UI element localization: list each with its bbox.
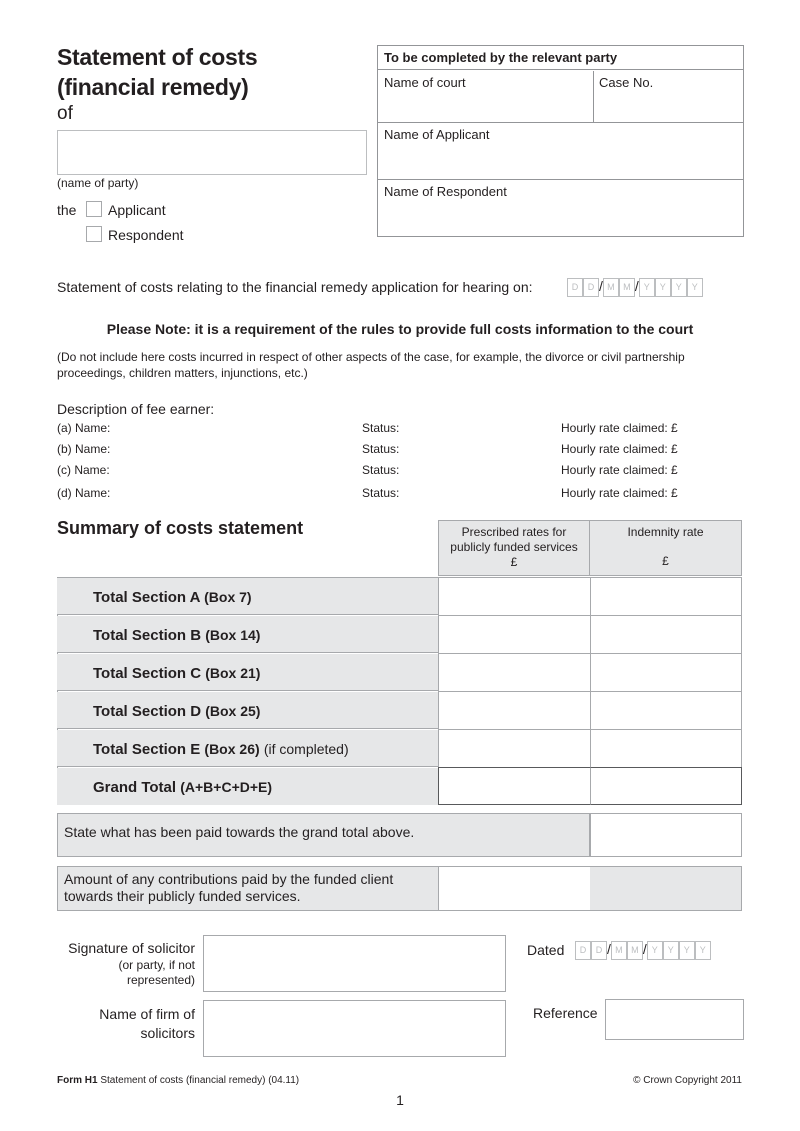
summary-row-d bbox=[57, 692, 438, 729]
name-of-court-label: Name of court bbox=[384, 75, 466, 90]
summary-row-b bbox=[57, 616, 438, 653]
fee-earner-c-status: Status: bbox=[362, 463, 400, 477]
name-of-party-label: (name of party) bbox=[57, 176, 139, 190]
summary-row-label: Total Section E bbox=[93, 741, 201, 758]
section-a-prescribed-input[interactable] bbox=[438, 577, 591, 616]
contributions-input[interactable] bbox=[438, 866, 591, 911]
section-e-indemnity-input[interactable] bbox=[590, 729, 742, 768]
note-text: (Do not include here costs incurred in respect of other aspects of the case, for example, the divorce or civil partnership proceedings, children matters, injunctions, etc.) bbox=[57, 350, 685, 380]
indemnity-rate-currency: £ bbox=[662, 554, 669, 568]
applicant-label: Applicant bbox=[108, 202, 166, 218]
prescribed-rates-line2: publicly funded services bbox=[450, 540, 578, 554]
date-separator: / bbox=[642, 941, 647, 957]
paid-towards-total-label: State what has been paid towards the grand total above. bbox=[64, 824, 415, 840]
date-digit-box[interactable]: Y bbox=[671, 278, 687, 297]
section-c-indemnity-input[interactable] bbox=[590, 653, 742, 692]
summary-row-c bbox=[57, 654, 438, 691]
section-d-indemnity-input[interactable] bbox=[590, 691, 742, 730]
party-details-box bbox=[377, 45, 744, 237]
contributions-shaded-cell bbox=[590, 866, 742, 911]
section-d-prescribed-input[interactable] bbox=[438, 691, 591, 730]
footer-form-label bbox=[57, 1075, 299, 1086]
section-b-indemnity-input[interactable] bbox=[590, 615, 742, 654]
date-digit-box[interactable]: D bbox=[567, 278, 583, 297]
paid-towards-total-row bbox=[57, 813, 590, 857]
summary-heading: Summary of costs statement bbox=[57, 518, 304, 538]
dated-label: Dated bbox=[527, 942, 565, 958]
fee-earner-heading: Description of fee earner: bbox=[57, 401, 215, 417]
section-b-prescribed-input[interactable] bbox=[438, 615, 591, 654]
summary-row-a bbox=[57, 578, 438, 615]
name-of-applicant-label: Name of Applicant bbox=[384, 127, 490, 142]
note-heading: Please Note: it is a requirement of the rules to provide full costs information to the court bbox=[106, 321, 694, 337]
fee-earner-d-name: (d) Name: bbox=[57, 486, 111, 500]
fee-earner-a-rate: Hourly rate claimed: £ bbox=[561, 421, 678, 435]
page-number: 1 bbox=[396, 1092, 404, 1108]
signature-sub-2: represented) bbox=[126, 973, 195, 987]
date-digit-box[interactable]: Y bbox=[647, 941, 663, 960]
prescribed-rates-currency: £ bbox=[510, 555, 518, 569]
footer-form-id: Form H1 bbox=[57, 1075, 98, 1086]
respondent-checkbox[interactable] bbox=[86, 226, 102, 242]
fee-earner-c-name: (c) Name: bbox=[57, 463, 110, 477]
signature-label: Signature of solicitor bbox=[68, 940, 195, 956]
contributions-label-line1: Amount of any contributions paid by the funded client bbox=[64, 871, 394, 887]
fee-earner-b-status: Status: bbox=[362, 442, 400, 456]
prescribed-rates-header bbox=[438, 520, 590, 576]
section-a-indemnity-input[interactable] bbox=[590, 577, 742, 616]
date-separator: / bbox=[607, 941, 611, 957]
date-digit-box[interactable]: Y bbox=[663, 941, 679, 960]
applicant-checkbox[interactable] bbox=[86, 201, 102, 217]
summary-row-grand-total bbox=[57, 768, 438, 805]
dated-input[interactable] bbox=[575, 941, 711, 960]
summary-row-sub: (Box 26) bbox=[204, 741, 260, 757]
summary-row-sub: (A+B+C+D+E) bbox=[180, 779, 273, 795]
party-name-input[interactable] bbox=[57, 130, 367, 175]
summary-row-sub: (Box 14) bbox=[205, 627, 261, 643]
firm-label-line2: solicitors bbox=[140, 1025, 195, 1041]
date-digit-box[interactable]: Y bbox=[687, 278, 703, 297]
fee-earner-c-rate: Hourly rate claimed: £ bbox=[561, 463, 678, 477]
date-digit-box[interactable]: Y bbox=[655, 278, 671, 297]
the-label: the bbox=[57, 202, 77, 218]
summary-row-sub: (Box 21) bbox=[205, 665, 261, 681]
grand-total-prescribed-input[interactable] bbox=[438, 767, 591, 805]
footer-form-text: Statement of costs (financial remedy) (04.11) bbox=[100, 1075, 300, 1086]
date-digit-box[interactable]: D bbox=[583, 278, 599, 297]
date-digit-box[interactable]: M bbox=[627, 941, 643, 960]
firm-label bbox=[30, 1005, 195, 1043]
title-line-2: (financial remedy) bbox=[57, 74, 249, 100]
footer-copyright: © Crown Copyright 2011 bbox=[633, 1075, 742, 1086]
signature-sub-1: (or party, if not bbox=[118, 958, 195, 972]
fee-earner-a-status: Status: bbox=[362, 421, 400, 435]
summary-row-e bbox=[57, 730, 438, 767]
summary-row-label: Total Section B bbox=[93, 627, 202, 644]
date-digit-box[interactable]: D bbox=[591, 941, 607, 960]
prescribed-rates-line1: Prescribed rates for bbox=[461, 525, 567, 539]
paid-towards-total-input[interactable] bbox=[590, 813, 742, 857]
case-no-label: Case No. bbox=[599, 75, 654, 90]
summary-row-note: (if completed) bbox=[263, 741, 349, 757]
title-line-1: Statement of costs bbox=[57, 44, 258, 70]
name-of-respondent-field[interactable] bbox=[378, 180, 743, 236]
name-of-court-field[interactable] bbox=[378, 71, 594, 123]
date-digit-box[interactable]: M bbox=[619, 278, 635, 297]
summary-row-label: Total Section A bbox=[93, 589, 200, 606]
section-c-prescribed-input[interactable] bbox=[438, 653, 591, 692]
date-digit-box[interactable]: Y bbox=[695, 941, 711, 960]
fee-earner-d-rate: Hourly rate claimed: £ bbox=[561, 486, 678, 500]
grand-total-indemnity-input[interactable] bbox=[590, 767, 742, 805]
fee-earner-d-status: Status: bbox=[362, 486, 400, 500]
signature-input[interactable] bbox=[203, 935, 506, 992]
firm-name-input[interactable] bbox=[203, 1000, 506, 1057]
summary-row-label: Total Section D bbox=[93, 703, 202, 720]
reference-label: Reference bbox=[533, 1005, 598, 1021]
contributions-label-line2: towards their publicly funded services. bbox=[64, 888, 301, 904]
date-digit-box[interactable]: D bbox=[575, 941, 591, 960]
case-no-field[interactable] bbox=[594, 71, 743, 123]
date-digit-box[interactable]: Y bbox=[679, 941, 695, 960]
fee-earner-a-name: (a) Name: bbox=[57, 421, 111, 435]
party-box-heading: To be completed by the relevant party bbox=[378, 46, 743, 70]
contributions-row bbox=[57, 866, 439, 911]
reference-input[interactable] bbox=[605, 999, 744, 1040]
date-digit-box[interactable]: M bbox=[603, 278, 619, 297]
of-label: of bbox=[57, 103, 73, 124]
name-of-applicant-field[interactable] bbox=[378, 123, 743, 180]
date-digit-box[interactable]: M bbox=[611, 941, 627, 960]
fee-earner-b-rate: Hourly rate claimed: £ bbox=[561, 442, 678, 456]
indemnity-rate-header bbox=[590, 520, 742, 576]
fee-earner-b-name: (b) Name: bbox=[57, 442, 111, 456]
hearing-label: Statement of costs relating to the financial remedy application for hearing on: bbox=[57, 279, 533, 295]
summary-row-label: Grand Total bbox=[93, 779, 177, 796]
firm-label-line1: Name of firm of bbox=[99, 1006, 195, 1022]
indemnity-rate-line1: Indemnity rate bbox=[627, 525, 704, 539]
summary-row-label: Total Section C bbox=[93, 665, 202, 682]
summary-row-sub: (Box 25) bbox=[205, 703, 261, 719]
date-separator: / bbox=[599, 278, 603, 294]
respondent-label: Respondent bbox=[108, 227, 184, 243]
form-title bbox=[57, 42, 257, 102]
date-digit-box[interactable]: Y bbox=[639, 278, 655, 297]
hearing-date-input[interactable] bbox=[567, 278, 703, 297]
date-separator: / bbox=[634, 278, 639, 294]
summary-row-sub: (Box 7) bbox=[204, 589, 252, 605]
section-e-prescribed-input[interactable] bbox=[438, 729, 591, 768]
name-of-respondent-label: Name of Respondent bbox=[384, 184, 507, 199]
